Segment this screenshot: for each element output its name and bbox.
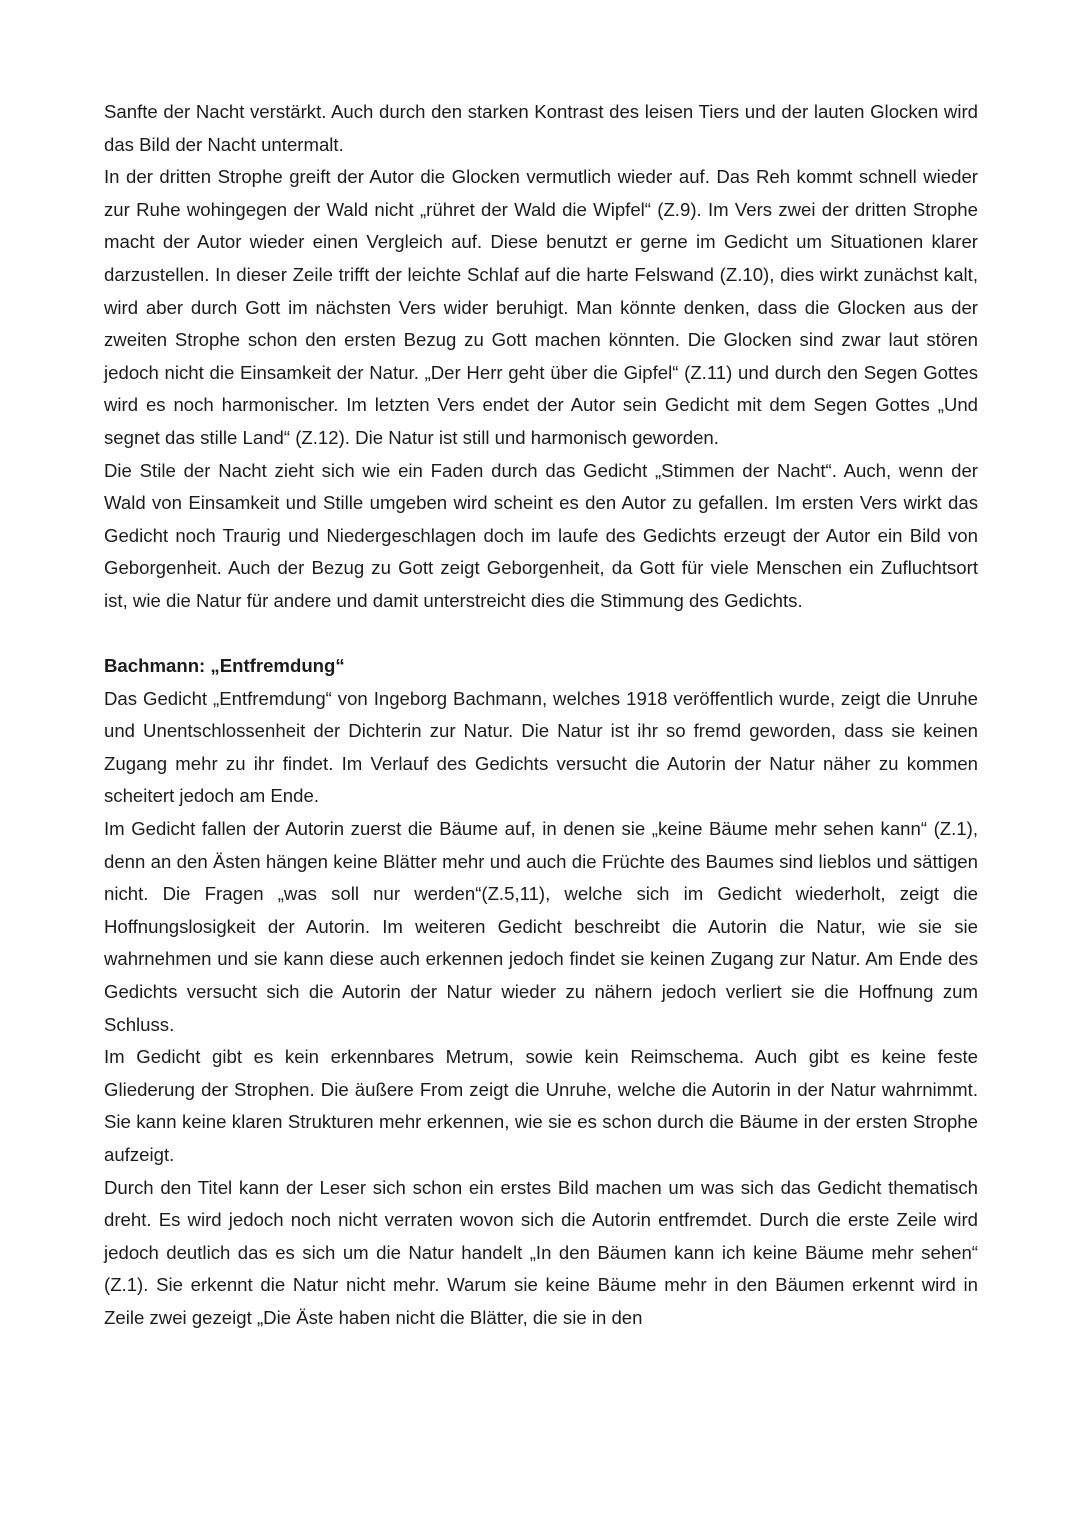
paragraph-continued-1: Sanfte der Nacht verstärkt. Auch durch den starken Kontrast des leisen Tiers und der lauten Glocken wird das Bild der Nacht untermalt. <box>104 101 978 155</box>
paragraph-bachmann-1: Das Gedicht „Entfremdung“ von Ingeborg Bachmann, welches 1918 veröffentlich wurde, zeigt die Unruhe und Unentschlossenheit der Dichterin zur Natur. Die Natur ist ihr so fremd geworden, dass sie keinen Zugang mehr zu ihr findet. Im Verlauf des Gedichts versucht die Autorin der Natur näher zu kommen scheitert jedoch am Ende. <box>104 687 978 807</box>
document-page <box>104 96 978 1335</box>
paragraph-continued-3: Die Stile der Nacht zieht sich wie ein Faden durch das Gedicht „Stimmen der Nacht“. Auch, wenn der Wald von Einsamkeit und Stille umgeben wird scheint es den Autor zu gefallen. Im ersten Vers wirkt das Gedicht noch Traurig und Niedergeschlagen doch im laufe des Gedichts erzeugt der Autor ein Bild von Geborgenheit. Auch der Bezug zu Gott zeigt Geborgenheit, da Gott für viele Menschen ein Zufluchtsort ist, wie die Natur für andere und damit unterstreicht dies die Stimmung des Gedichts. <box>104 459 978 611</box>
paragraph-bachmann-3: Im Gedicht gibt es kein erkennbares Metrum, sowie kein Reimschema. Auch gibt es keine feste Gliederung der Strophen. Die äußere From zeigt die Unruhe, welche die Autorin in der Natur wahrnimmt. Sie kann keine klaren Strukturen mehr erkennen, wie sie es schon durch die Bäume in der ersten Strophe aufzeigt. <box>104 1046 978 1165</box>
section-title-bachmann: Bachmann: „Entfremdung“ <box>104 655 345 677</box>
section-spacer <box>104 618 978 651</box>
paragraph-bachmann-4: Durch den Titel kann der Leser sich schon ein erstes Bild machen um was sich das Gedicht thematisch dreht. Es wird jedoch noch nicht verraten wovon sich die Autorin entfremdet. Durch die erste Zeile wird jedoch deutlich das es sich um die Natur handelt „In den Bäumen kann ich keine Bäume mehr sehen“ (Z.1). Sie erkennt die Natur nicht mehr. Warum sie keine Bäume mehr in den Bäumen erkennt wird in Zeile zwei gezeigt „Die Äste haben nicht die Blätter, die sie in den <box>104 1176 978 1328</box>
paragraph-continued-2: In der dritten Strophe greift der Autor die Glocken vermutlich wieder auf. Das Reh kommt schnell wieder zur Ruhe wohingegen der Wald nicht „rühret der Wald die Wipfel“ (Z.9). Im Vers zwei der dritten Strophe macht der Autor wieder einen Vergleich auf. Diese benutzt er gerne im Gedicht um Situationen klarer darzustellen. In dieser Zeile trifft der leichte Schlaf auf die harte Felswand (Z.10), dies wirkt zunächst kalt, wird aber durch Gott im nächsten Vers wider beruhigt. Man könnte denken, dass die Glocken aus der zweiten Strophe schon den ersten Bezug zu Gott machen könnten. Die Glocken sind zwar laut stören jedoch nicht die Einsamkeit der Natur. „Der Herr geht über die Gipfel“ (Z.11) und durch den Segen Gottes wird es noch harmonischer. Im letzten Vers endet der Autor sein Gedicht mit dem Segen Gottes „Und segnet das stille Land“ (Z.12). Die Natur ist still und harmonisch geworden. <box>104 166 978 448</box>
paragraph-bachmann-2: Im Gedicht fallen der Autorin zuerst die Bäume auf, in denen sie „keine Bäume mehr sehen kann“ (Z.1), denn an den Ästen hängen keine Blätter mehr und auch die Früchte des Baumes sind lieblos und sättigen nicht. Die Fragen „was soll nur werden“(Z.5,11), welche sich im Gedicht wiederholt, zeigt die Hoffnungslosigkeit der Autorin. Im weiteren Gedicht beschreibt die Autorin die Natur, wie sie sie wahrnehmen und sie kann diese auch erkennen jedoch findet sie keinen Zugang zur Natur. Am Ende des Gedichts versucht sich die Autorin der Natur wieder zu nähern jedoch verliert sie die Hoffnung zum Schluss. <box>104 818 978 1035</box>
